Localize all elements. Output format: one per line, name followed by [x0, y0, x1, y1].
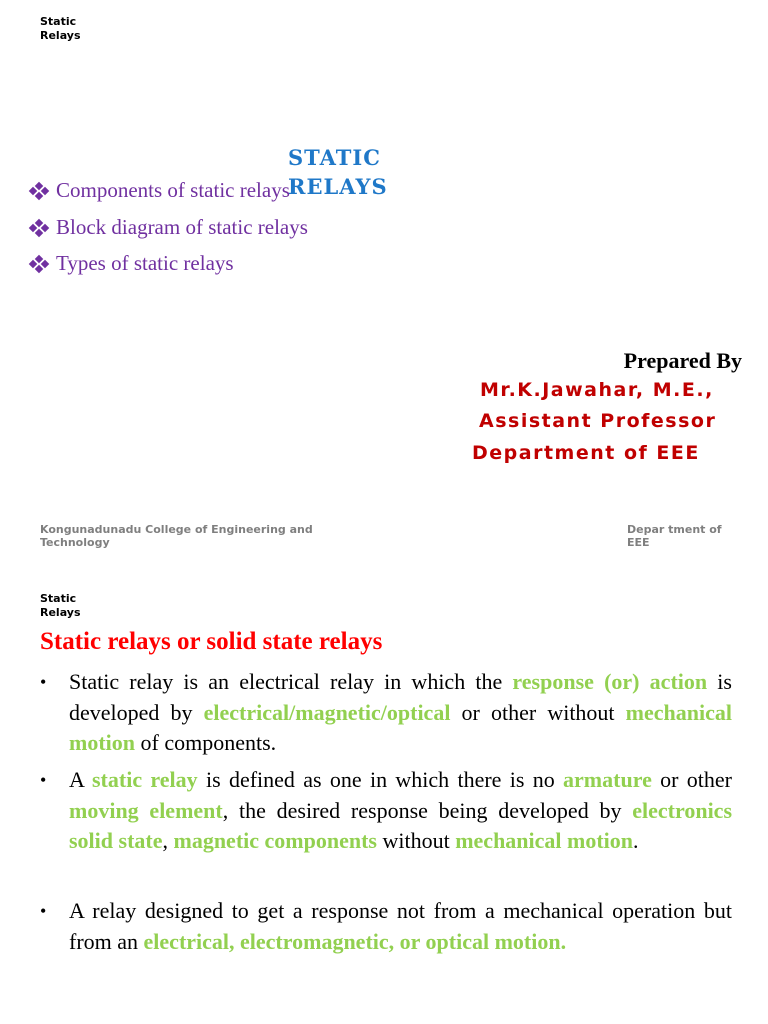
body-text: or other without: [450, 699, 626, 725]
four-diamond-bullet-icon: [28, 182, 50, 200]
author-role: Assistant Professor: [479, 410, 717, 432]
item-text: [69, 896, 732, 957]
highlight-text: static relay: [92, 767, 198, 792]
four-diamond-bullet-icon: [28, 219, 50, 237]
round-bullet-icon: •: [40, 770, 47, 790]
round-bullet-icon: •: [40, 901, 47, 921]
highlight-text: armature: [563, 767, 652, 792]
slide-title: Static relays or solid state relays: [40, 628, 383, 655]
footer-department: Depar tment of EEE: [627, 523, 722, 549]
slide-2: [0, 566, 768, 1024]
highlight-text: mechanical motion: [455, 828, 634, 853]
body-text: is defined as one in which there is no: [197, 767, 564, 792]
list-item: [40, 896, 732, 957]
footer-institution: Kongunadunadu College of Engineering and Technology: [40, 523, 313, 549]
body-text: ,: [162, 828, 174, 853]
body-text: A relay designed to get a response not from a mechanical operation but from an: [69, 898, 732, 954]
body-text: .: [633, 828, 639, 853]
highlight-text: response (or) action: [512, 669, 708, 694]
list-item: [28, 251, 234, 276]
bullet-text: Components of static relays: [56, 178, 290, 202]
list-item: [40, 667, 732, 759]
body-text: without: [376, 828, 456, 853]
body-text: A: [69, 767, 92, 792]
highlight-text: moving element: [69, 797, 223, 823]
slide-header: Static Relays: [40, 592, 81, 619]
bullet-list: [28, 178, 448, 288]
slide-title: STATIC RELAYS: [288, 145, 388, 199]
item-text: [69, 667, 732, 759]
author-name: Mr.K.Jawahar, M.E.,: [480, 379, 714, 401]
bullet-text: Block diagram of static relays: [56, 215, 308, 239]
list-item: [28, 215, 308, 240]
highlight-text: magnetic components: [173, 828, 377, 853]
author-department: Department of EEE: [472, 442, 700, 464]
highlight-text: electrical/magnetic/optical: [203, 699, 451, 725]
four-diamond-bullet-icon: [28, 255, 50, 273]
list-item: [28, 178, 290, 203]
item-text: [69, 765, 732, 857]
prepared-by: Prepared By: [623, 348, 742, 373]
highlight-text: electrical, electromagnetic, or optical motion.: [143, 928, 567, 954]
highlight-text: mechanical motion: [69, 699, 732, 755]
list-item: [40, 765, 732, 857]
body-text: , the desired response being developed by: [222, 797, 633, 823]
body-text: of components.: [135, 730, 277, 755]
highlight-text: electronics solid state: [69, 797, 733, 853]
slide-header: Static Relays: [40, 15, 81, 42]
bullet-text: Types of static relays: [56, 251, 234, 275]
body-text: is developed by: [69, 669, 732, 725]
body-text: or other: [651, 767, 732, 792]
body-text: Static relay is an electrical relay in which the: [69, 669, 513, 694]
round-bullet-icon: •: [40, 672, 47, 692]
